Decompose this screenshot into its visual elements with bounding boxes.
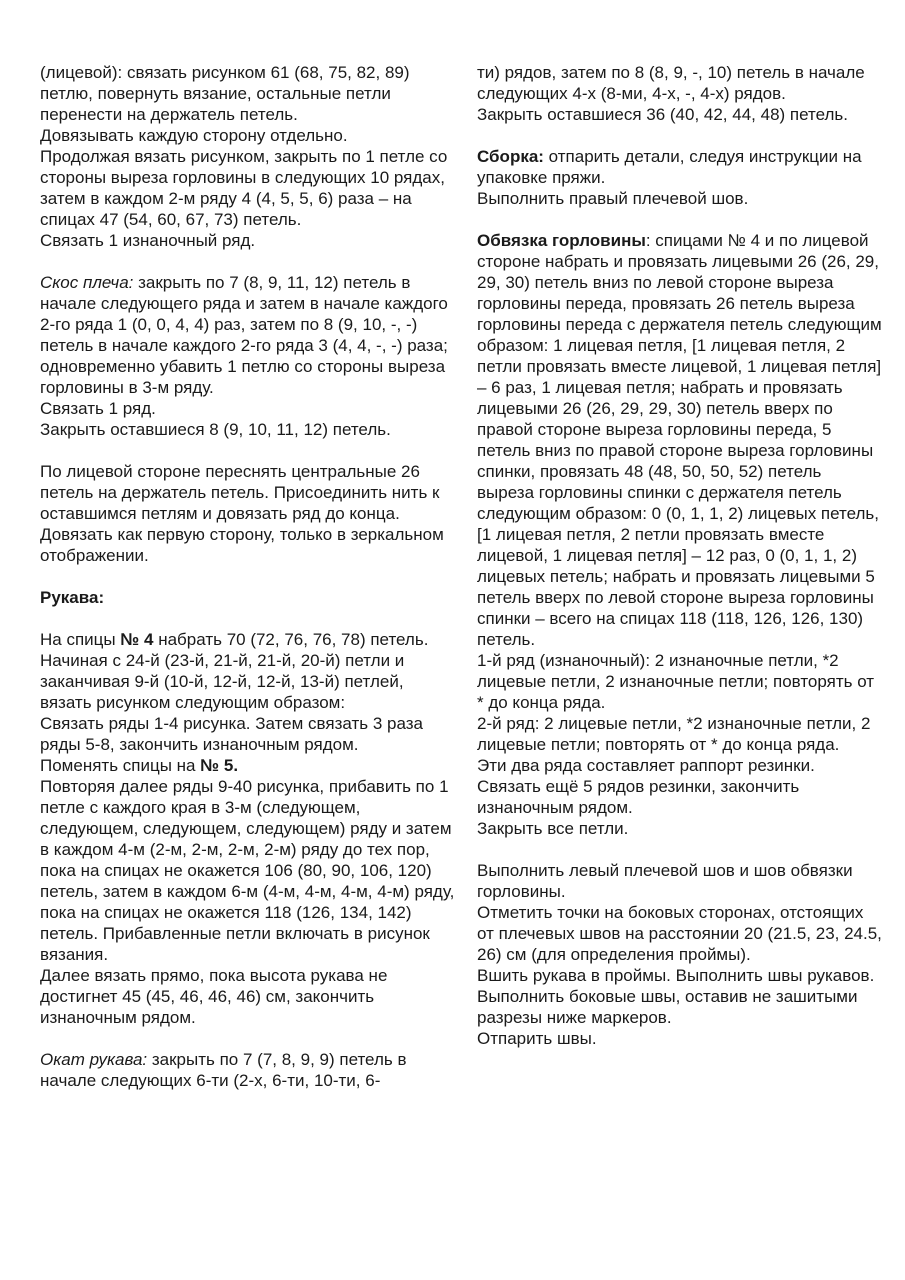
text-run: Эти два ряда составляет раппорт резинки. (477, 756, 815, 775)
text-run: Связать ещё 5 рядов резинки, закончить изнаночным рядом. (477, 777, 800, 817)
text-run: № 4 (120, 630, 154, 649)
paragraph (477, 755, 882, 776)
paragraph (477, 986, 882, 1028)
paragraph-gap (40, 251, 455, 272)
paragraph-gap (40, 440, 455, 461)
paragraph (40, 965, 455, 1028)
text-run: Вшить рукава в проймы. Выполнить швы рукавов. (477, 966, 875, 985)
text-run: Связать 1 ряд. (40, 399, 156, 418)
paragraph (477, 776, 882, 818)
paragraph (40, 398, 455, 419)
paragraph-gap (477, 125, 882, 146)
paragraph (40, 587, 455, 608)
paragraph (477, 230, 882, 650)
text-run: Довязать как первую сторону, только в зеркальном отображении. (40, 525, 444, 565)
text-run: Обвязка горловины (477, 231, 646, 250)
paragraph (477, 818, 882, 839)
paragraph (40, 776, 455, 965)
paragraph (40, 146, 455, 230)
paragraph (477, 1028, 882, 1049)
paragraph (40, 230, 455, 251)
text-run: Выполнить правый плечевой шов. (477, 189, 749, 208)
text-run: 1-й ряд (изнаночный): 2 изнаночные петли, *2 лицевые петли, 2 изнаночные петли; повторять от * до конца ряда. (477, 651, 875, 712)
paragraph (40, 1049, 455, 1091)
paragraph (477, 188, 882, 209)
paragraph (477, 650, 882, 713)
paragraph (40, 755, 455, 776)
text-run: Повторяя далее ряды 9-40 рисунка, прибавить по 1 петле с каждого края в 3-м (следующем, следующем, следующем, следующем) ряду и затем в каждом 4-м (2-м, 2-м, 2-м, 2-м) ряду до тех пор, пока на спицах не окажется 106 (80, 90, 106, 120) петель, затем в каждом 6-м (4-м, 4-м, 4-м, 4-м) ряду, пока на спицах не окажется 118 (126, 134, 142) петель. Прибавленные петли включать в рисунок вязания. (40, 777, 455, 964)
paragraph-gap (477, 839, 882, 860)
paragraph-gap (477, 209, 882, 230)
text-run: Выполнить боковые швы, оставив не зашитыми разрезы ниже маркеров. (477, 987, 858, 1027)
paragraph (40, 272, 455, 398)
text-run: Довязывать каждую сторону отдельно. (40, 126, 348, 145)
text-run: Скос плеча: (40, 273, 139, 292)
text-run: 2-й ряд: 2 лицевые петли, *2 изнаночные петли, 2 лицевые петли; повторять от * до конца ряда. (477, 714, 871, 754)
text-run: закрыть по 7 (8, 9, 11, 12) петель в начале следующего ряда и затем в начале каждого 2-го ряда 1 (0, 0, 4, 4) раз, затем по 8 (9, 10, -, -) петель в начале каждого 2-го ряда 3 (4, 4, -, -) раза; одновременно убавить 1 петлю со стороны выреза горловины в 3-м ряду. (40, 273, 448, 397)
text-run: Сборка: (477, 147, 549, 166)
text-run: закрыть по 7 (7, 8, 9, 9) петель в начале следующих 6-ти (2-х, 6-ти, 10-ти, 6- (40, 1050, 407, 1090)
text-run: Начиная с 24-й (23-й, 21-й, 21-й, 20-й) петли и заканчивая 9-й (10-й, 12-й, 12-й, 13-й) петлей, вязать рисунком следующим образом: (40, 651, 405, 712)
text-column-left (40, 62, 455, 1091)
text-run: Закрыть оставшиеся 8 (9, 10, 11, 12) петель. (40, 420, 391, 439)
text-run: Далее вязать прямо, пока высота рукава не достигнет 45 (45, 46, 46, 46) см, закончить изнаночным рядом. (40, 966, 388, 1027)
text-run: Связать ряды 1-4 рисунка. Затем связать 3 раза ряды 5-8, закончить изнаночным рядом. (40, 714, 423, 754)
paragraph-gap (40, 1028, 455, 1049)
text-run: По лицевой стороне переснять центральные 26 петель на держатель петель. Присоединить нить к оставшимся петлям и довязать ряд до конца. (40, 462, 440, 523)
paragraph (477, 860, 882, 902)
text-run: Закрыть оставшиеся 36 (40, 42, 44, 48) петель. (477, 105, 848, 124)
text-run: Отпарить швы. (477, 1029, 597, 1048)
paragraph-gap (40, 566, 455, 587)
text-run: № 5. (200, 756, 239, 775)
text-run: отпарить детали, следуя инструкции на упаковке пряжи. (477, 147, 862, 187)
text-run: Связать 1 изнаночный ряд. (40, 231, 256, 250)
paragraph (40, 461, 455, 524)
paragraph (477, 62, 882, 104)
text-run: набрать 70 (72, 76, 76, 78) петель. (153, 630, 429, 649)
paragraph (477, 104, 882, 125)
text-run: Рукава: (40, 588, 105, 607)
text-run: Поменять спицы на (40, 756, 201, 775)
paragraph-gap (40, 608, 455, 629)
paragraph (40, 524, 455, 566)
paragraph (40, 125, 455, 146)
text-run: Закрыть все петли. (477, 819, 629, 838)
text-run: (лицевой): связать рисунком 61 (68, 75, 82, 89) петлю, повернуть вязание, остальные петли перенести на держатель петель. (40, 63, 410, 124)
text-run: Окат рукава: (40, 1050, 152, 1069)
paragraph (40, 62, 455, 125)
paragraph (40, 419, 455, 440)
text-run: Выполнить левый плечевой шов и шов обвязки горловины. (477, 861, 853, 901)
paragraph (477, 713, 882, 755)
paragraph (40, 629, 455, 650)
paragraph (40, 713, 455, 755)
paragraph (477, 902, 882, 965)
paragraph (477, 965, 882, 986)
paragraph (40, 650, 455, 713)
text-run: ти) рядов, затем по 8 (8, 9, -, 10) петель в начале следующих 4-х (8-ми, 4-х, -, 4-х) рядов. (477, 63, 865, 103)
text-run: Продолжая вязать рисунком, закрыть по 1 петле со стороны выреза горловины в следующих 10 рядах, затем в каждом 2-м ряду 4 (4, 5, 5, 6) раза – на спицах 47 (54, 60, 67, 73) петель. (40, 147, 448, 229)
text-run: : спицами № 4 и по лицевой стороне набрать и провязать лицевыми 26 (26, 29, 29, 30) петель вниз по левой стороне выреза горловины переда, провязать 26 петель выреза горловины переда с держателя петель следующим образом: 1 лицевая петля, [1 лицевая петля, 2 петли провязать вместе лицевой, 1 лицевая петля] – 6 раз, 1 лицевая петля; набрать и провязать лицевыми 26 (26, 29, 29, 30) петель вверх по правой стороне выреза горловины переда, 5 петель вниз по правой стороне выреза горловины спинки, провязать 48 (48, 50, 50, 52) петель выреза горловины спинки с держателя петель следующим образом: 0 (0, 1, 1, 2) лицевых петель, [1 лицевая петля, 2 петли провязать вместе лицевой, 1 лицевая петля] – 12 раз, 0 (0, 1, 1, 2) лицевых петель; набрать и провязать лицевыми 5 петель вверх по левой стороне выреза горловины спинки – всего на спицах 118 (118, 126, 126, 130) петель. (477, 231, 882, 649)
text-run: Отметить точки на боковых сторонах, отстоящих от плечевых швов на расстоянии 20 (21.5, 23, 24.5, 26) см (для определения проймы). (477, 903, 882, 964)
text-column-right (477, 62, 882, 1049)
paragraph (477, 146, 882, 188)
text-run: На спицы (40, 630, 121, 649)
